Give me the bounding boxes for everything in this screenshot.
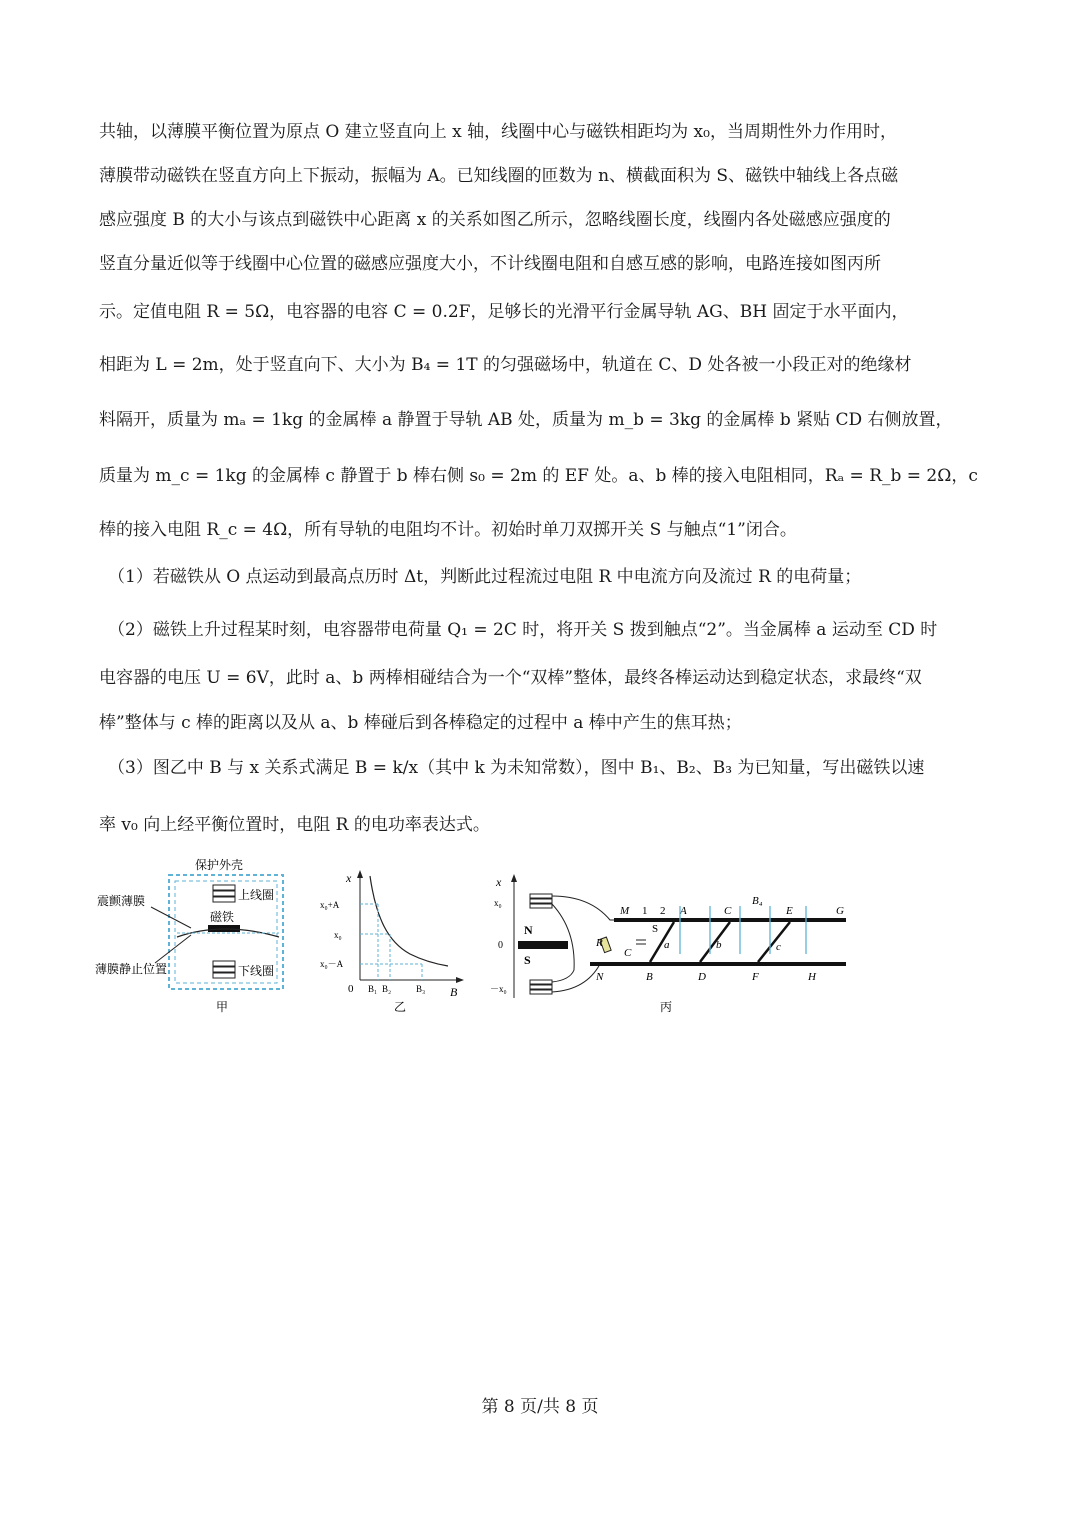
label-n: N bbox=[596, 971, 604, 983]
membrane-pointer bbox=[151, 907, 191, 928]
figure-bing bbox=[490, 870, 860, 1015]
tick-label: －x₀ bbox=[490, 984, 507, 994]
rest-pointer bbox=[155, 935, 191, 963]
question-1-text: （1）若磁铁从 O 点运动到最高点历时 Δt，判断此过程流过电阻 R 中电流方向及流过 R 的电荷量； bbox=[108, 567, 862, 587]
label-h: H bbox=[808, 971, 816, 983]
x-tick: B₁ bbox=[368, 984, 378, 994]
axis-label: x bbox=[496, 875, 502, 889]
question-2-text: （2）磁铁上升过程某时刻，电容器带电荷量 Q₁ = 2C 时，将开关 S 拨到触点“2”。当金属棒 a 运动至 CD 时 bbox=[108, 620, 938, 640]
label-bar-b: b bbox=[716, 939, 722, 951]
caption-yi: 乙 bbox=[394, 1000, 407, 1013]
label-b-rail: B bbox=[646, 971, 653, 983]
magnet-s: S bbox=[524, 953, 531, 967]
upper-coil-label: 上线圈 bbox=[238, 888, 275, 902]
label-2: 2 bbox=[660, 905, 666, 917]
label-bar-a: a bbox=[664, 939, 670, 951]
y-tick: x₀+A bbox=[320, 900, 340, 910]
b-x-curve bbox=[370, 876, 448, 966]
label-f: F bbox=[752, 971, 759, 983]
text-line: 质量为 m_c = 1kg 的金属棒 c 静置于 b 棒右侧 s₀ = 2m 的 EF 处。a、b 棒的接入电阻相同，Rₐ = R_b = 2Ω，c bbox=[99, 466, 978, 486]
figure-yi bbox=[318, 868, 468, 1013]
lower-coil bbox=[213, 961, 235, 978]
y-tick: x₀－A bbox=[320, 959, 344, 969]
lower-coil bbox=[530, 980, 552, 994]
problem-text bbox=[99, 110, 989, 556]
text-line: 薄膜带动磁铁在竖直方向上下振动，振幅为 A。已知线圈的匝数为 n、横截面积为 S、磁铁中轴线上各点磁 bbox=[99, 166, 899, 186]
label-1: 1 bbox=[642, 905, 648, 917]
text-line: 料隔开，质量为 mₐ = 1kg 的金属棒 a 静置于导轨 AB 处，质量为 m_b = 3kg 的金属棒 b 紧贴 CD 右侧放置， bbox=[99, 410, 953, 430]
origin-label: 0 bbox=[348, 983, 354, 995]
tick-label: x₀ bbox=[494, 898, 502, 908]
label-c-rail: C bbox=[724, 905, 732, 917]
caption-bing: 丙 bbox=[660, 1000, 673, 1014]
question-3-text: （3）图乙中 B 与 x 关系式满足 B = k/x（其中 k 为未知常数），图中 B₁、B₂、B₃ 为已知量，写出磁铁以速 bbox=[108, 758, 925, 778]
axis-arrow bbox=[511, 874, 517, 882]
membrane-label: 震颤薄膜 bbox=[97, 894, 146, 908]
question-3 bbox=[99, 745, 998, 847]
text-line: 示。定值电阻 R = 5Ω，电容器的电容 C = 0.2F，足够长的光滑平行金属导轨 AG、BH 固定于水平面内， bbox=[99, 302, 909, 322]
magnet-bar bbox=[518, 941, 568, 949]
label-b4: B₄ bbox=[752, 895, 763, 907]
label-d: D bbox=[698, 971, 706, 983]
text-line: 棒的接入电阻 R_c = 4Ω，所有导轨的电阻均不计。初始时单刀双掷开关 S 与触点“1”闭合。 bbox=[99, 520, 797, 540]
x-axis-label: B bbox=[450, 985, 458, 999]
shell-label: 保护外壳 bbox=[195, 858, 244, 872]
label-m: M bbox=[620, 905, 630, 917]
x-tick: B₂ bbox=[382, 984, 392, 994]
label-e: E bbox=[786, 905, 793, 917]
upper-coil bbox=[530, 894, 552, 908]
tick-label: 0 bbox=[498, 940, 503, 951]
text-line: 感应强度 B 的大小与该点到磁铁中心距离 x 的关系如图乙所示，忽略线圈长度，线圈内各处磁感应强度的 bbox=[99, 210, 891, 230]
text-line: 竖直分量近似等于线圈中心位置的磁感应强度大小，不计线圈电阻和自感互感的影响，电路连接如图丙所 bbox=[99, 254, 881, 274]
label-bar-c: c bbox=[776, 941, 781, 953]
question-2-text: 棒”整体与 c 棒的距离以及从 a、b 棒碰后到各棒稳定的过程中 a 棒中产生的焦耳热； bbox=[99, 713, 742, 733]
label-g: G bbox=[836, 905, 844, 917]
question-2-text: 电容器的电压 U = 6V，此时 a、b 两棒相碰结合为一个“双棒”整体，最终各棒运动达到稳定状态，求最终“双 bbox=[99, 668, 922, 688]
figure-jia bbox=[95, 855, 295, 1015]
wire bbox=[552, 964, 600, 992]
caption-jia: 甲 bbox=[216, 1000, 229, 1014]
y-tick: x₀ bbox=[334, 930, 342, 940]
lower-coil-label: 下线圈 bbox=[238, 964, 275, 978]
y-axis-label: x bbox=[346, 871, 352, 885]
question-3-text: 率 v₀ 向上经平衡位置时，电阻 R 的电功率表达式。 bbox=[99, 815, 490, 835]
page-number: 第 8 页/共 8 页 bbox=[481, 1397, 599, 1417]
x-tick: B₃ bbox=[416, 984, 426, 994]
question-1 bbox=[108, 555, 998, 599]
label-cap: C bbox=[624, 947, 632, 959]
text-line: 相距为 L = 2m，处于竖直向下、大小为 B₄ = 1T 的匀强磁场中，轨道在 C、D 处各被一小段正对的绝缘材 bbox=[99, 355, 912, 375]
upper-coil bbox=[213, 885, 235, 902]
y-axis-arrow bbox=[357, 870, 363, 878]
guide-lines bbox=[360, 904, 422, 980]
text-line: 共轴，以薄膜平衡位置为原点 O 建立竖直向上 x 轴，线圈中心与磁铁相距均为 x₀，当周期性外力作用时， bbox=[99, 122, 897, 142]
label-a-rail: A bbox=[680, 905, 687, 917]
x-axis-arrow bbox=[456, 977, 464, 983]
rest-label: 薄膜静止位置 bbox=[95, 962, 168, 976]
question-2 bbox=[99, 605, 998, 745]
label-s: S bbox=[652, 923, 659, 935]
magnet-label: 磁铁 bbox=[210, 910, 235, 924]
magnet-n: N bbox=[524, 923, 533, 937]
label-r: R bbox=[596, 937, 603, 949]
